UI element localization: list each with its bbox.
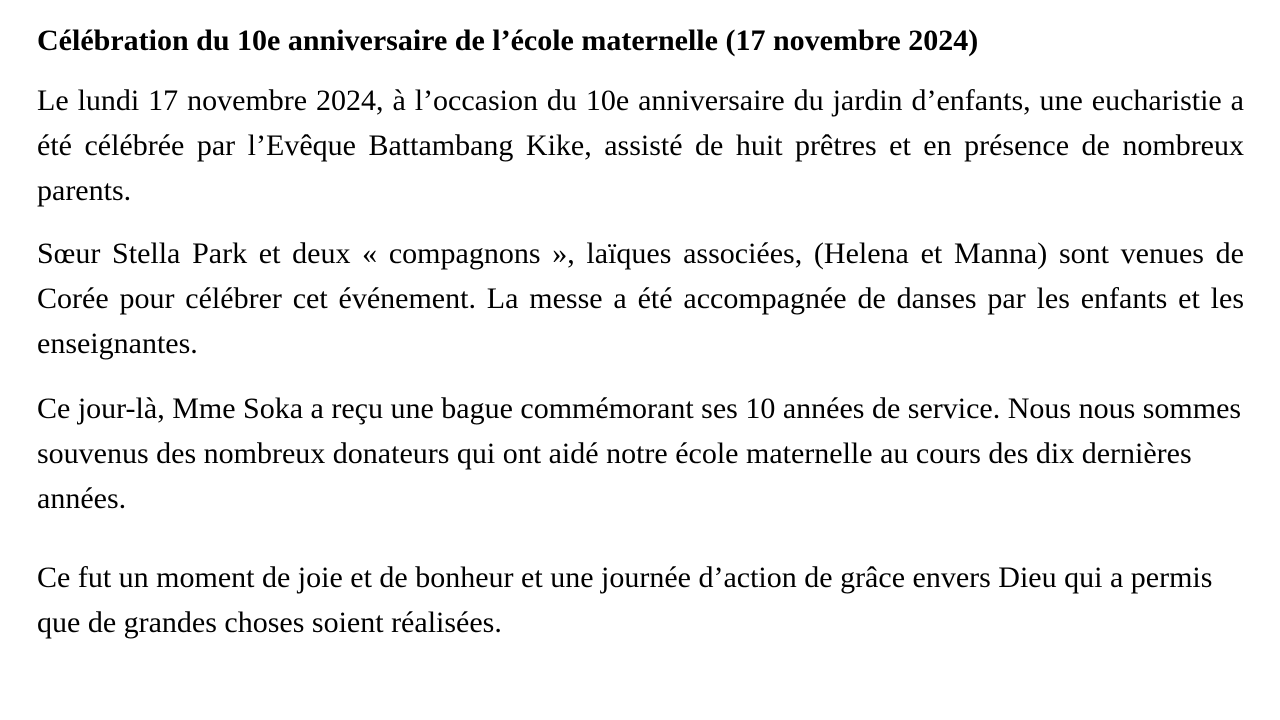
paragraph-eucharist: Le lundi 17 novembre 2024, à l’occasion du 10e anniversaire du jardin d’enfants, une eucharistie a été célébrée par l’Evêque Battambang Kike, assisté de huit prêtres et en présence de nombreux parents. — [37, 84, 1244, 207]
document-title: Célébration du 10e anniversaire de l’école maternelle (17 novembre 2024) — [37, 24, 979, 57]
paragraph-thanksgiving: Ce fut un moment de joie et de bonheur et une journée d’action de grâce envers Dieu qui a permis que de grandes choses soient réalisées. — [37, 561, 1213, 639]
paragraph-ring-donors: Ce jour-là, Mme Soka a reçu une bague commémorant ses 10 années de service. Nous nous sommes souvenus des nombreux donateurs qui ont aidé notre école maternelle au cours des dix dernières années. — [37, 392, 1242, 515]
paragraph-visitors: Sœur Stella Park et deux « compagnons », laïques associées, (Helena et Manna) sont venues de Corée pour célébrer cet événement. La messe a été accompagnée de danses par les enfants et les enseignantes. — [37, 237, 1244, 360]
